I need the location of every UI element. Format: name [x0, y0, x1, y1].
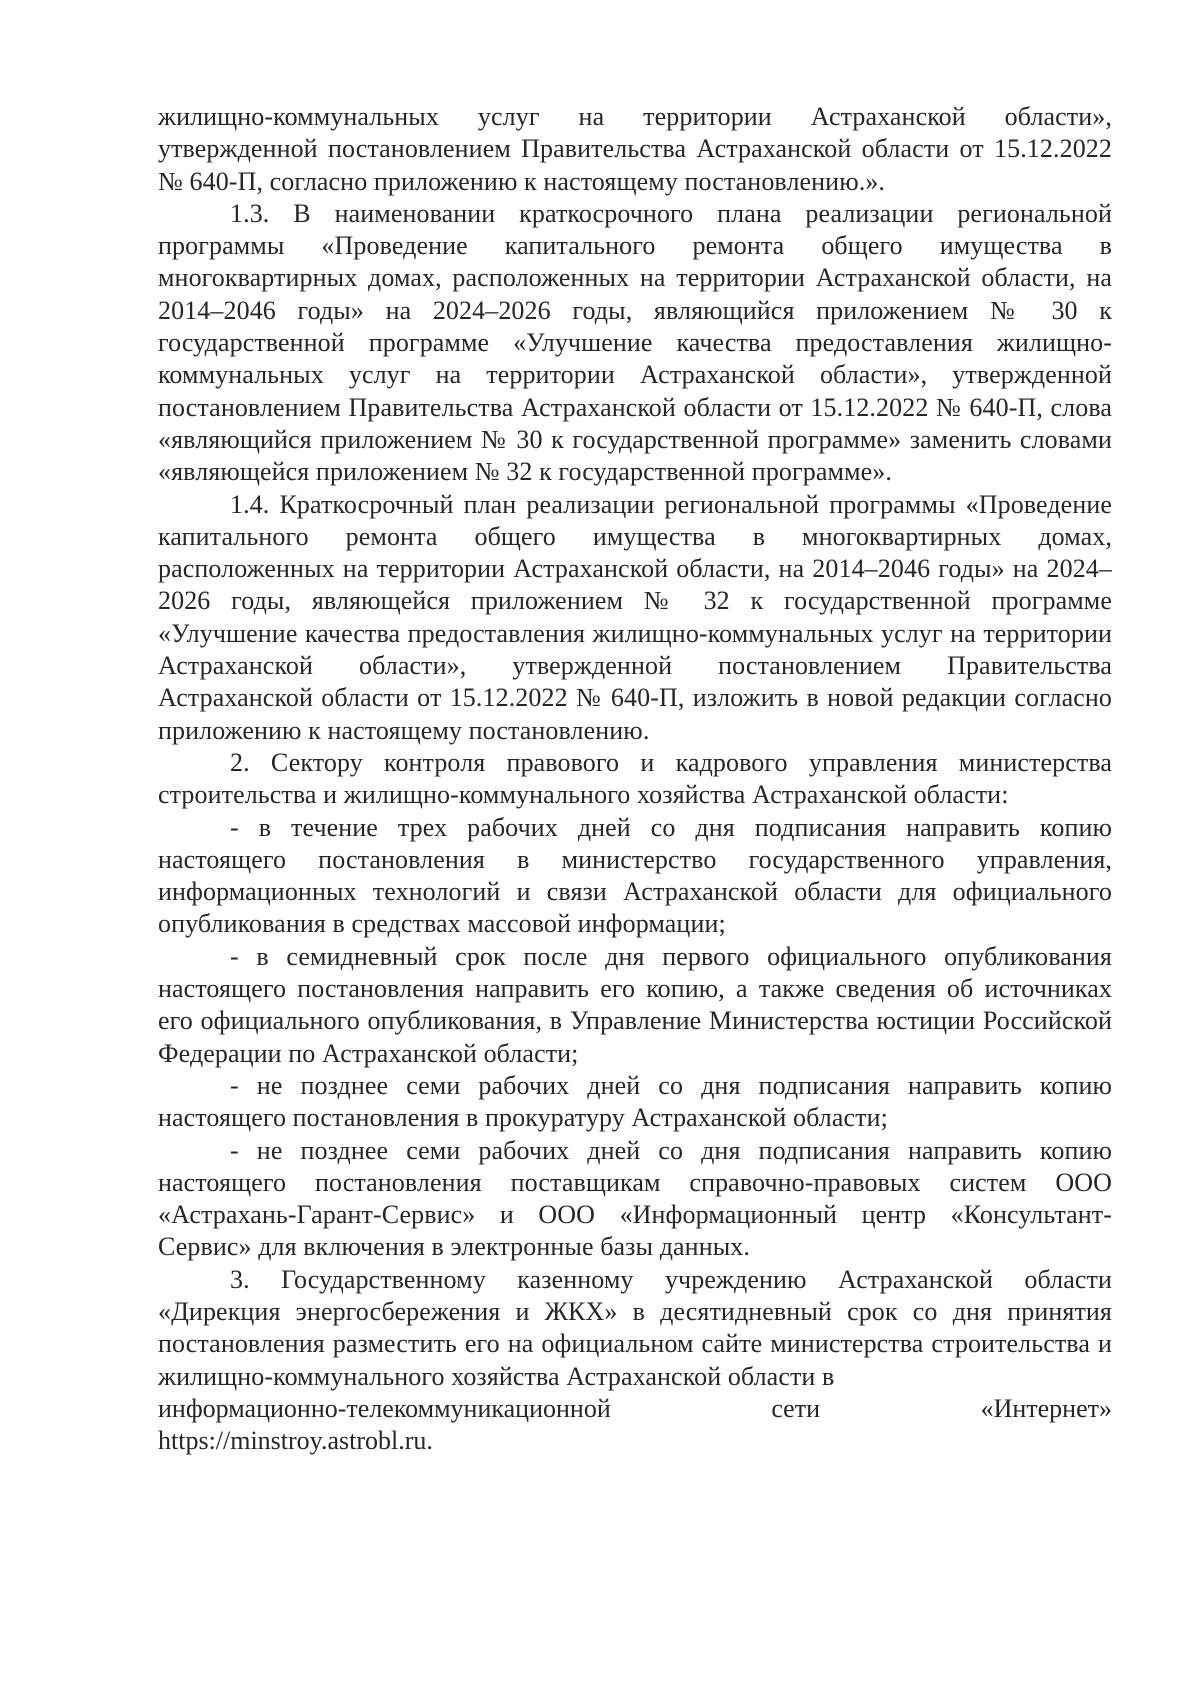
ministry-url: https://minstroy.astrobl.ru. [158, 1426, 433, 1456]
list-item-justice-ministry: - в семидневный срок после дня первого официального опубликования настоящего постановления направить его копию, а также сведения об источниках его официального опубликования, в Управление Министерства юстиции Российской Федерации по Астраханской области; [158, 941, 1112, 1068]
list-item-legal-systems: - не позднее семи рабочих дней со дня подписания направить копию настоящего постановления поставщикам справочно-правовых систем ООО «Астрахань-Гарант-Сервис» и ООО «Информационный центр «Консультант- Сервис» для включения в электронные базы данных. [158, 1135, 1112, 1262]
document-body [158, 101, 1112, 1457]
paragraph-1-4: 1.4. Краткосрочный план реализации региональной программы «Проведение капитального ремонта общего имущества в многоквартирных домах, расположенных на территории Астраханской области, на 2014–2046 годы» на 2024–2026 годы, являющейся приложением № 32 к государственной программе «Улучшение качества предоставления жилищно-коммунальных услуг на территории Астраханской области», утвержденной постановлением Правительства Астраханской области от 15.12.2022 № 640-П, изложить в новой редакции согласно приложению к настоящему постановлению. [158, 489, 1112, 745]
list-item-publication: - в течение трех рабочих дней со дня подписания направить копию настоящего постановления в министерство государственного управления, информационных технологий и связи Астраханской области для официального опубликования в средствах массовой информации; [158, 812, 1112, 939]
paragraph-1-3: 1.3. В наименовании краткосрочного плана реализации региональной программы «Проведение капитального ремонта общего имущества в многоквартирных домах, расположенных на территории Астраханской области, на 2014–2046 годы» на 2024–2026 годы, являющийся приложением № 30 к государственной программе «Улучшение качества предоставления жилищно-коммунальных услуг на территории Астраханской области», утвержденной постановлением Правительства Астраханской области от 15.12.2022 № 640-П, слова «являющийся приложением № 30 к государственной программе» заменить словами «являющейся приложением № 32 к государственной программе». [158, 198, 1112, 487]
paragraph-continuation: жилищно-коммунальных услуг на территории Астраханской области», утвержденной постановлением Правительства Астраханской области от 15.12.2022 № 640-П, согласно приложению к настоящему постановлению.». [158, 102, 1112, 196]
paragraph-2: 2. Сектору контроля правового и кадрового управления министерства строительства и жилищно-коммунального хозяйства Астраханской области: [158, 747, 1112, 810]
paragraph-3: 3. Государственному казенному учреждению Астраханской области «Дирекция энергосбережения и ЖКХ» в десятидневный срок со дня принятия постановления разместить его на официальном сайте министерства строительства и жилищно-коммунального хозяйства Астраханской области в [158, 1264, 1112, 1391]
internet-line: информационно-телекоммуникационной сети «Интернет» [158, 1393, 1112, 1423]
list-item-prosecutor: - не позднее семи рабочих дней со дня подписания направить копию настоящего постановления в прокуратуру Астраханской области; [158, 1070, 1112, 1133]
